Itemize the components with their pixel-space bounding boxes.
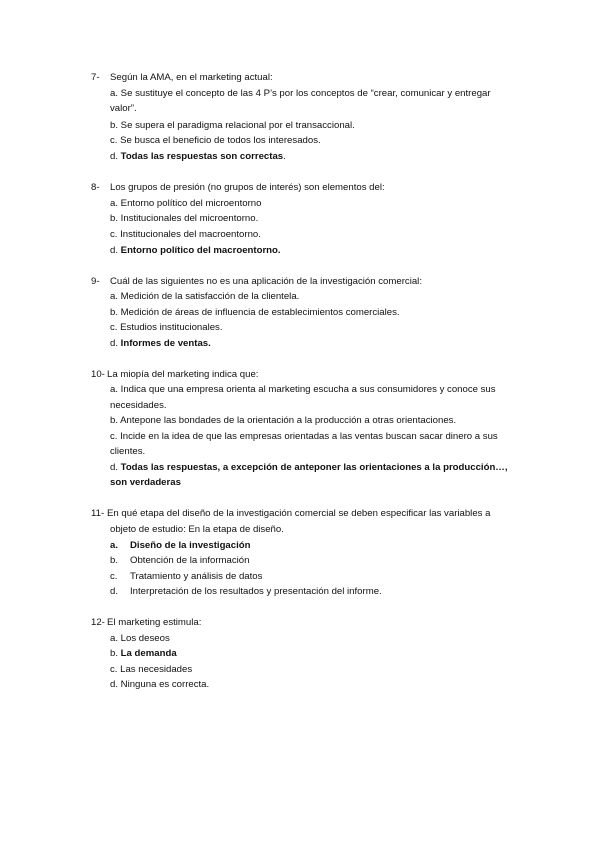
option-b — [110, 648, 177, 660]
option-d: d. Ninguna es correcta. — [110, 679, 210, 690]
question-number: 12- — [91, 617, 105, 628]
option-letter: c. — [110, 571, 118, 582]
option-letter: b. — [110, 648, 121, 659]
option-text: Tratamiento y análisis de datos — [130, 571, 263, 582]
option-c-continued: clientes. — [110, 446, 146, 457]
question-number: 9- — [91, 276, 100, 287]
option-b — [110, 555, 249, 567]
option-c: c. Estudios institucionales. — [110, 322, 223, 333]
correct-answer: Todas las respuestas, a excepción de anteponer las orientaciones a la producción…, — [120, 462, 508, 473]
option-a-continued: valor”. — [110, 103, 137, 114]
option-a: a. Se sustituye el concepto de las 4 P’s por los conceptos de “crear, comunicar y entregar — [110, 88, 491, 99]
option-d — [110, 586, 382, 598]
option-d — [110, 338, 211, 350]
question-stem: El marketing estimula: — [107, 617, 202, 628]
question-stem: La miopía del marketing indica que: — [107, 369, 259, 380]
option-letter: d. — [110, 586, 119, 597]
option-a: a. Entorno político del microentorno — [110, 198, 262, 209]
correct-answer: Entorno político del macroentorno. — [120, 245, 281, 256]
question-number: 8- — [91, 182, 100, 193]
option-a: a. Medición de la satisfacción de la clientela. — [110, 291, 300, 302]
option-c: c. Institucionales del macroentorno. — [110, 229, 261, 240]
question-number: 7- — [91, 72, 100, 83]
option-c: c. Incide en la idea de que las empresas orientadas a las ventas buscan sacar dinero a sus — [110, 431, 498, 442]
option-letter: d. — [110, 245, 121, 256]
question-stem: Según la AMA, en el marketing actual: — [110, 72, 273, 83]
correct-answer-continued: son verdaderas — [110, 477, 181, 488]
option-text: Obtención de la información — [130, 555, 250, 566]
option-letter: a. — [110, 540, 119, 551]
question-stem-continued: objeto de estudio: En la etapa de diseño. — [110, 524, 284, 535]
option-c: c. Las necesidades — [110, 664, 193, 675]
option-a: a. Los deseos — [110, 633, 170, 644]
option-d — [110, 462, 508, 474]
correct-answer: Diseño de la investigación — [130, 540, 251, 551]
option-text: Interpretación de los resultados y presentación del informe. — [130, 586, 382, 597]
option-suffix: . — [283, 151, 286, 162]
option-letter: b. — [110, 555, 119, 566]
option-c: c. Se busca el beneficio de todos los interesados. — [110, 135, 321, 146]
option-letter: d. — [110, 462, 121, 473]
question-number: 11- — [91, 508, 105, 519]
option-a-continued: necesidades. — [110, 400, 167, 411]
option-a: a. Indica que una empresa orienta al marketing escucha a sus consumidores y conoce sus — [110, 384, 496, 395]
option-d — [110, 151, 286, 163]
correct-answer: Todas las respuestas son correctas — [120, 151, 284, 162]
question-stem: Cuál de las siguientes no es una aplicación de la investigación comercial: — [110, 276, 422, 287]
correct-answer: Informes de ventas. — [120, 338, 211, 349]
option-b: b. Medición de áreas de influencia de establecimientos comerciales. — [110, 307, 400, 318]
option-a — [110, 540, 251, 552]
question-stem: En qué etapa del diseño de la investigación comercial se deben especificar las variables a — [107, 508, 491, 519]
option-b: b. Antepone las bondades de la orientación a la producción a otras orientaciones. — [110, 415, 457, 426]
correct-answer: La demanda — [120, 648, 177, 659]
option-c — [110, 571, 262, 583]
option-b: b. Institucionales del microentorno. — [110, 213, 259, 224]
question-number: 10- — [91, 369, 105, 380]
option-letter: d. — [110, 151, 121, 162]
option-d — [110, 245, 281, 257]
option-b: b. Se supera el paradigma relacional por el transaccional. — [110, 120, 355, 131]
question-stem: Los grupos de presión (no grupos de interés) son elementos del: — [110, 182, 385, 193]
option-letter: d. — [110, 338, 121, 349]
